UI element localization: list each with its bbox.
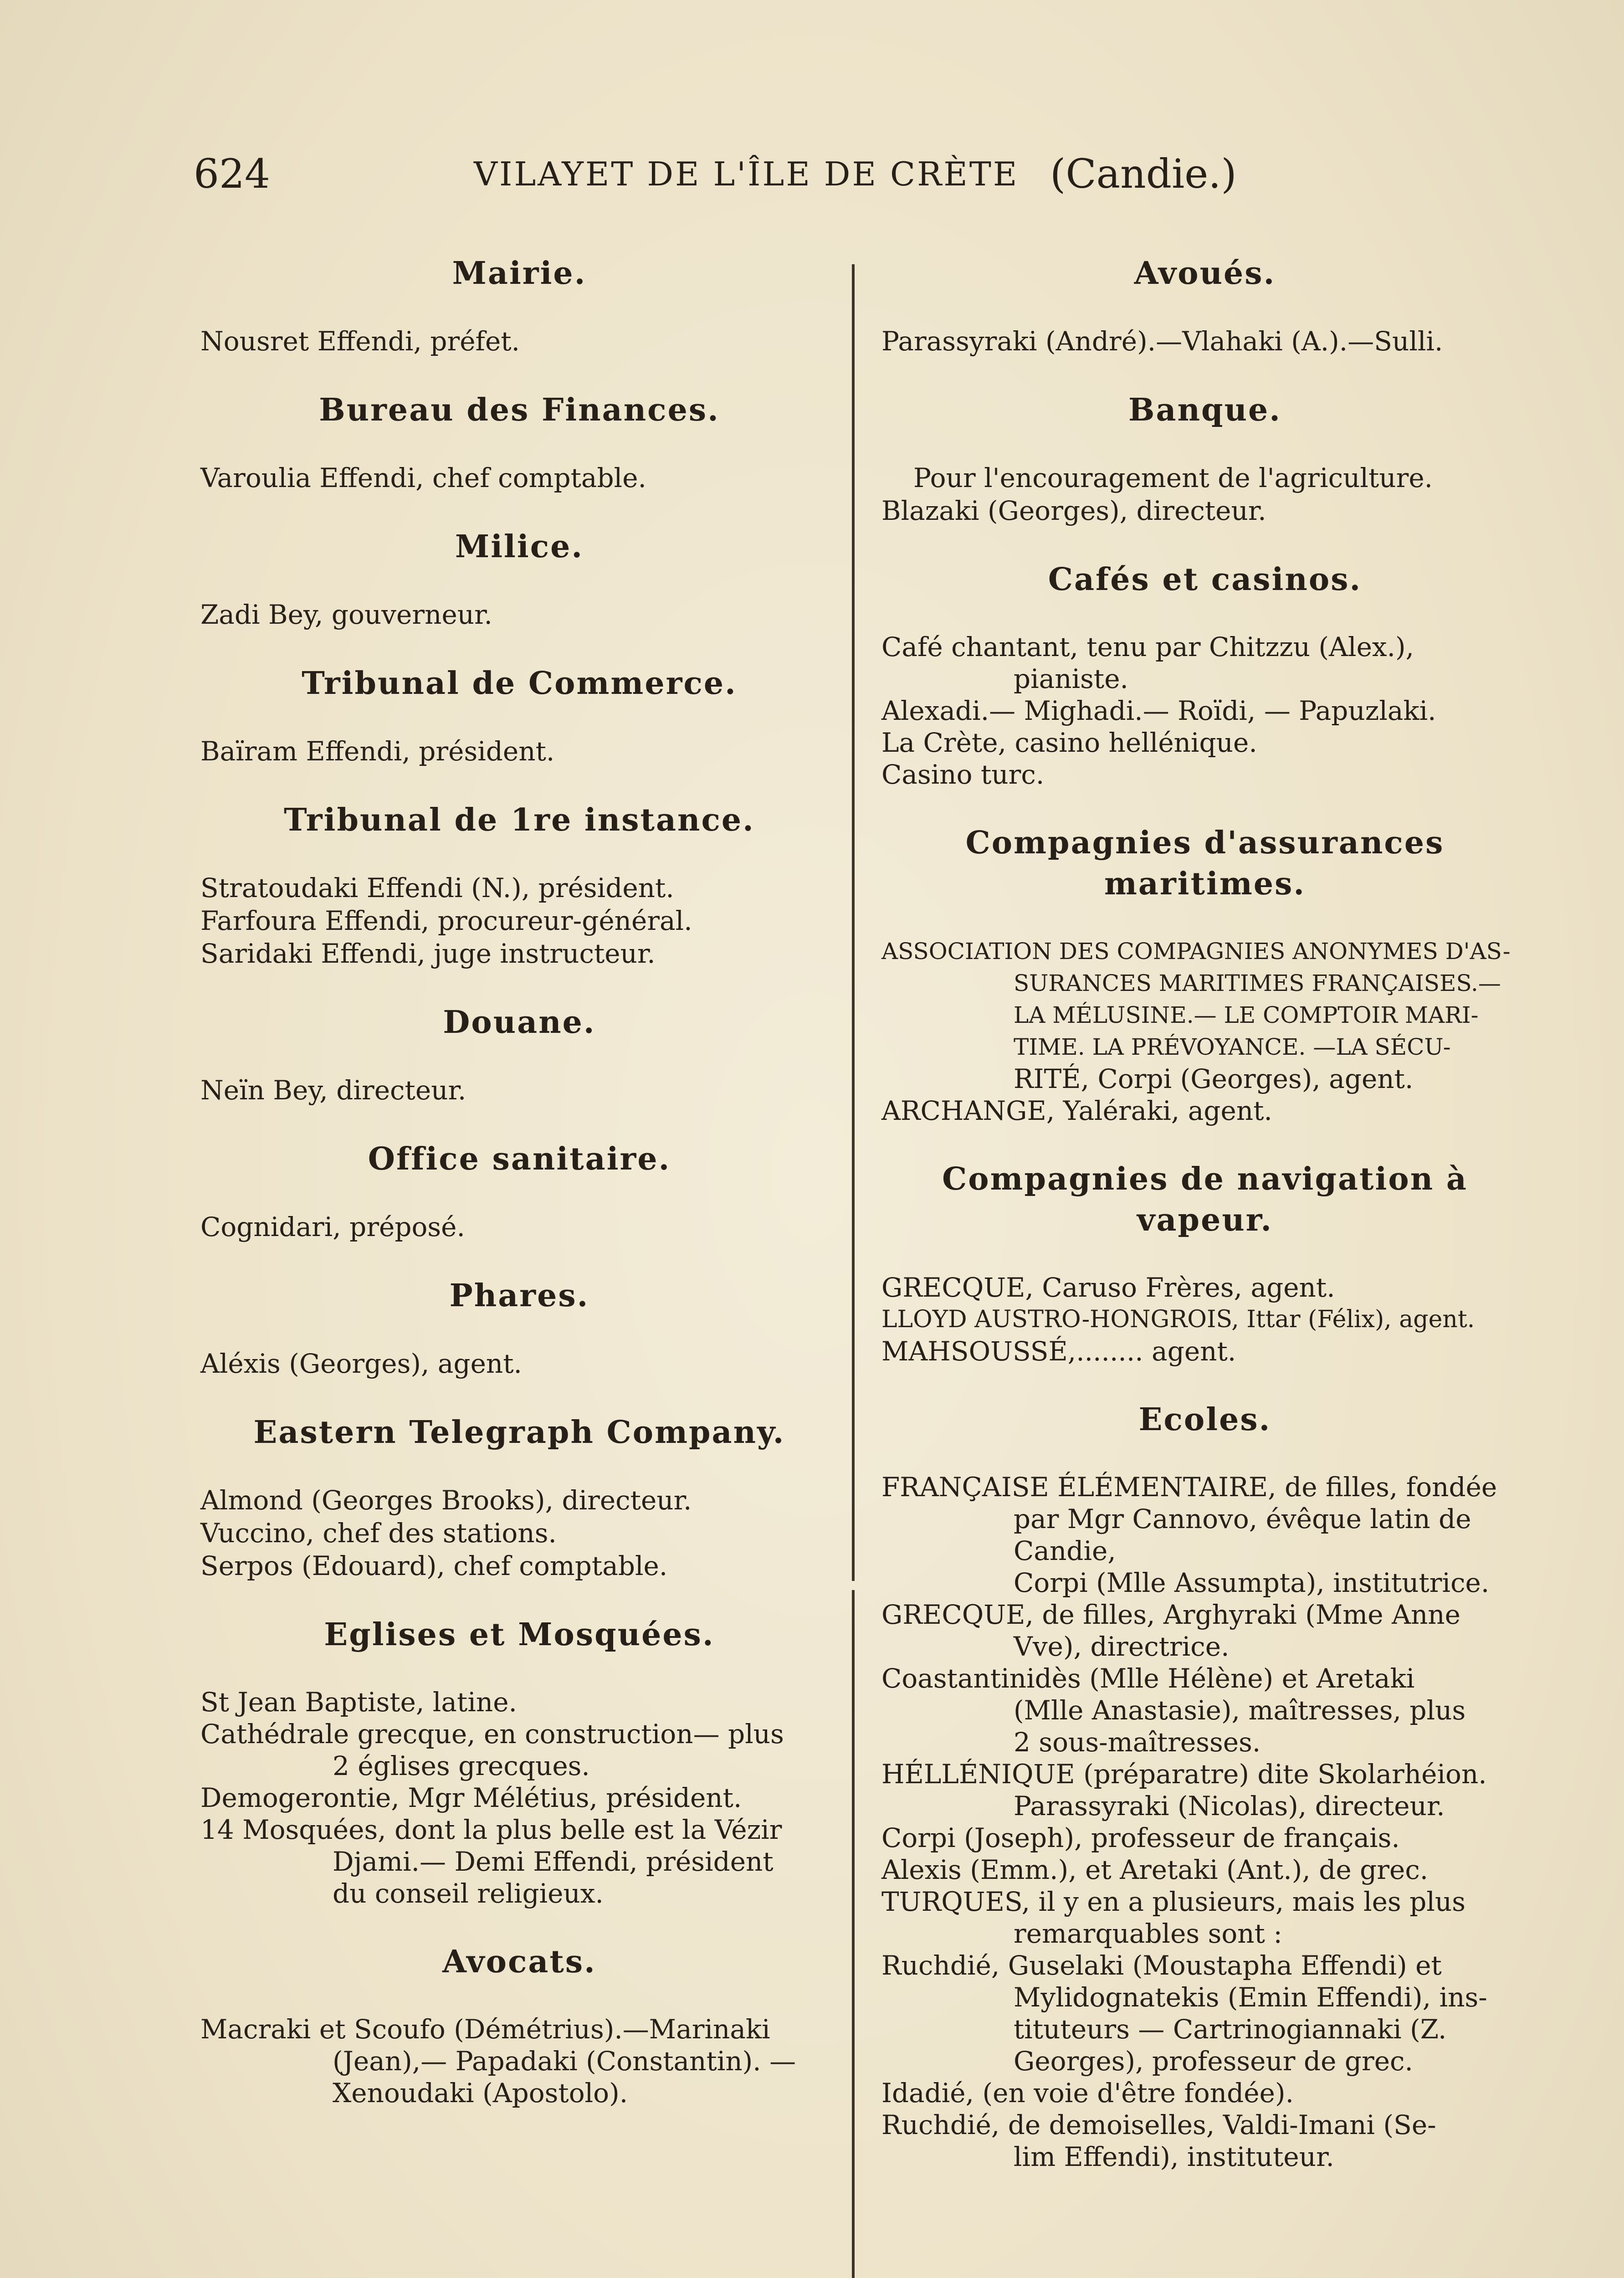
- left-column: [200, 253, 838, 2109]
- section-office-sanitaire: [200, 1139, 838, 1243]
- section-heading: Ecoles.: [1138, 1401, 1271, 1438]
- section-navigation-vapeur: [881, 1159, 1528, 1367]
- entry-line: Candie,: [1014, 1535, 1116, 1566]
- entry-line: lim Effendi), instituteur.: [1014, 2141, 1334, 2172]
- entry-line: remarquables sont :: [1014, 1918, 1282, 1949]
- section-heading: Douane.: [443, 1004, 596, 1041]
- entry-line: Baïram Effendi, président.: [200, 736, 555, 767]
- entry-line: TIME. LA PRÉVOYANCE. —LA SÉCU-: [1014, 1034, 1451, 1060]
- section-assurances-maritimes: [881, 822, 1528, 1127]
- section-heading: Tribunal de Commerce.: [302, 665, 737, 702]
- section-eastern-telegraph: [200, 1412, 838, 1582]
- entry-line: RITÉ, Corpi (Georges), agent.: [1014, 1063, 1414, 1094]
- page-number: 624: [194, 150, 270, 197]
- entry-line: par Mgr Cannovo, évêque latin de: [1014, 1503, 1471, 1534]
- entry-line: TURQUES, il y en a plusieurs, mais les plus: [881, 1886, 1466, 1917]
- entry-line: Corpi (Joseph), professeur de français.: [881, 1822, 1400, 1853]
- section-heading: Office sanitaire.: [368, 1141, 671, 1177]
- entry-line: LLOYD AUSTRO-HONGROIS, Ittar (Félix), agent.: [881, 1306, 1475, 1333]
- section-heading: Mairie.: [452, 255, 587, 292]
- section-milice: [200, 526, 838, 631]
- entry-line: Café chantant, tenu par Chitzzu (Alex.),: [881, 631, 1414, 662]
- entry-line: Corpi (Mlle Assumpta), institutrice.: [1014, 1567, 1490, 1598]
- section-heading: Tribunal de 1re instance.: [284, 802, 755, 838]
- entry-line: Nousret Effendi, préfet.: [200, 326, 520, 357]
- entry-line: HÉLLÉNIQUE (préparatre) dite Skolarhéion.: [881, 1759, 1487, 1790]
- section-heading: Eglises et Mosquées.: [324, 1616, 715, 1653]
- entry-line: Blazaki (Georges), directeur.: [881, 495, 1266, 526]
- entry-line: MAHSOUSSÉ,........ agent.: [881, 1336, 1236, 1367]
- entry-line: du conseil religieux.: [333, 1878, 604, 1909]
- entry-line: Alexadi.— Mighadi.— Roïdi, — Papuzlaki.: [881, 695, 1436, 726]
- entry-line: Aléxis (Georges), agent.: [200, 1348, 522, 1379]
- entry-line: Serpos (Edouard), chef comptable.: [200, 1550, 668, 1581]
- section-tribunal-commerce: [200, 663, 838, 768]
- entry-line: Parassyraki (Nicolas), directeur.: [1014, 1791, 1445, 1821]
- entry-line: GRECQUE, Caruso Frères, agent.: [881, 1272, 1335, 1303]
- section-banque: [881, 390, 1528, 527]
- entry-line: Casino turc.: [881, 759, 1045, 790]
- entry-line: Djami.— Demi Effendi, président: [333, 1846, 774, 1877]
- entry-line: 2 sous-maîtresses.: [1014, 1727, 1261, 1758]
- entry-line: Vve), directrice.: [1014, 1631, 1230, 1662]
- running-subtitle: (Candie.): [1050, 150, 1237, 197]
- section-tribunal-instance: [200, 800, 838, 970]
- entry-line: Macraki et Scoufo (Démétrius).—Marinaki: [200, 2014, 770, 2045]
- entry-line: FRANÇAISE ÉLÉMENTAIRE, de filles, fondée: [881, 1472, 1497, 1503]
- entry-line: Stratoudaki Effendi (N.), président.: [200, 872, 674, 903]
- entry-line: Ruchdié, de demoiselles, Valdi-Imani (Se-: [881, 2109, 1436, 2140]
- entry-line: Parassyraki (André).—Vlahaki (A.).—Sulli.: [881, 326, 1443, 357]
- entry-line: LA MÉLUSINE.— LE COMPTOIR MARI-: [1014, 1002, 1479, 1028]
- section-heading: Avocats.: [442, 1944, 596, 1980]
- right-column: [881, 253, 1528, 2173]
- entry-line: Cognidari, préposé.: [200, 1211, 465, 1242]
- entry-line: St Jean Baptiste, latine.: [200, 1687, 517, 1718]
- section-avoues: [881, 253, 1528, 358]
- section-phares: [200, 1275, 838, 1380]
- running-title: VILAYET DE L'ÎLE DE CRÈTE: [474, 155, 1019, 193]
- entry-line: 2 églises grecques.: [333, 1750, 590, 1781]
- section-heading: Cafés et casinos.: [1048, 561, 1362, 598]
- entry-line: Almond (Georges Brooks), directeur.: [200, 1485, 692, 1516]
- entry-line: Farfoura Effendi, procureur-général.: [200, 905, 692, 936]
- entry-line: pianiste.: [1014, 663, 1128, 694]
- section-finances: [200, 390, 838, 494]
- section-heading: Phares.: [449, 1278, 589, 1314]
- entry-line: Varoulia Effendi, chef comptable.: [200, 462, 646, 493]
- section-heading: Compagnies de navigation à vapeur.: [942, 1161, 1468, 1238]
- entry-line: Zadi Bey, gouverneur.: [200, 599, 492, 630]
- entry-line: (Jean),— Papadaki (Constantin). —: [333, 2046, 796, 2077]
- section-heading: Bureau des Finances.: [319, 392, 720, 428]
- entry-line: ARCHANGE, Yaléraki, agent.: [881, 1095, 1272, 1126]
- section-heading: Compagnies d'assurances maritimes.: [965, 825, 1445, 902]
- entry-line: Xenoudaki (Apostolo).: [333, 2078, 628, 2109]
- entry-line: Alexis (Emm.), et Aretaki (Ant.), de grec.: [881, 1854, 1429, 1885]
- entry-line: GRECQUE, de filles, Arghyraki (Mme Anne: [881, 1599, 1460, 1630]
- entry-line: ASSOCIATION DES COMPAGNIES ANONYMES D'AS-: [881, 938, 1511, 965]
- section-ecoles: [881, 1399, 1528, 2173]
- entry-line: Vuccino, chef des stations.: [200, 1518, 557, 1549]
- column-divider-upper: [852, 264, 855, 1581]
- entry-line: Idadié, (en voie d'être fondée).: [881, 2078, 1294, 2109]
- entry-line: La Crète, casino hellénique.: [881, 727, 1257, 758]
- entry-line: Pour l'encouragement de l'agriculture.: [913, 462, 1433, 493]
- entry-line: Cathédrale grecque, en construction— plus: [200, 1719, 784, 1750]
- entry-line: Demogerontie, Mgr Mélétius, président.: [200, 1782, 742, 1813]
- entry-line: Neïn Bey, directeur.: [200, 1075, 466, 1106]
- entry-line: Georges), professeur de grec.: [1014, 2046, 1413, 2077]
- section-eglises-mosquees: [200, 1614, 838, 1909]
- entry-line: Mylidognatekis (Emin Effendi), ins-: [1014, 1982, 1487, 2013]
- section-avocats: [200, 1941, 838, 2109]
- entry-line: Saridaki Effendi, juge instructeur.: [200, 938, 656, 969]
- section-heading: Milice.: [455, 528, 584, 565]
- section-heading: Banque.: [1128, 392, 1281, 428]
- entry-line: Ruchdié, Guselaki (Moustapha Effendi) et: [881, 1950, 1442, 1981]
- section-heading: Eastern Telegraph Company.: [253, 1414, 785, 1451]
- entry-line: tituteurs — Cartrinogiannaki (Z.: [1014, 2014, 1447, 2045]
- section-heading: Avoués.: [1134, 255, 1276, 292]
- section-cafes-casinos: [881, 559, 1528, 790]
- column-divider-lower: [852, 1590, 855, 2278]
- entry-line: 14 Mosquées, dont la plus belle est la Vézir: [200, 1814, 782, 1845]
- running-header: [0, 150, 1624, 205]
- entry-line: (Mlle Anastasie), maîtresses, plus: [1014, 1695, 1466, 1726]
- section-mairie: [200, 253, 838, 358]
- section-douane: [200, 1002, 838, 1107]
- entry-line: Coastantinidès (Mlle Hélène) et Aretaki: [881, 1663, 1415, 1694]
- entry-line: SURANCES MARITIMES FRANÇAISES.—: [1014, 970, 1501, 996]
